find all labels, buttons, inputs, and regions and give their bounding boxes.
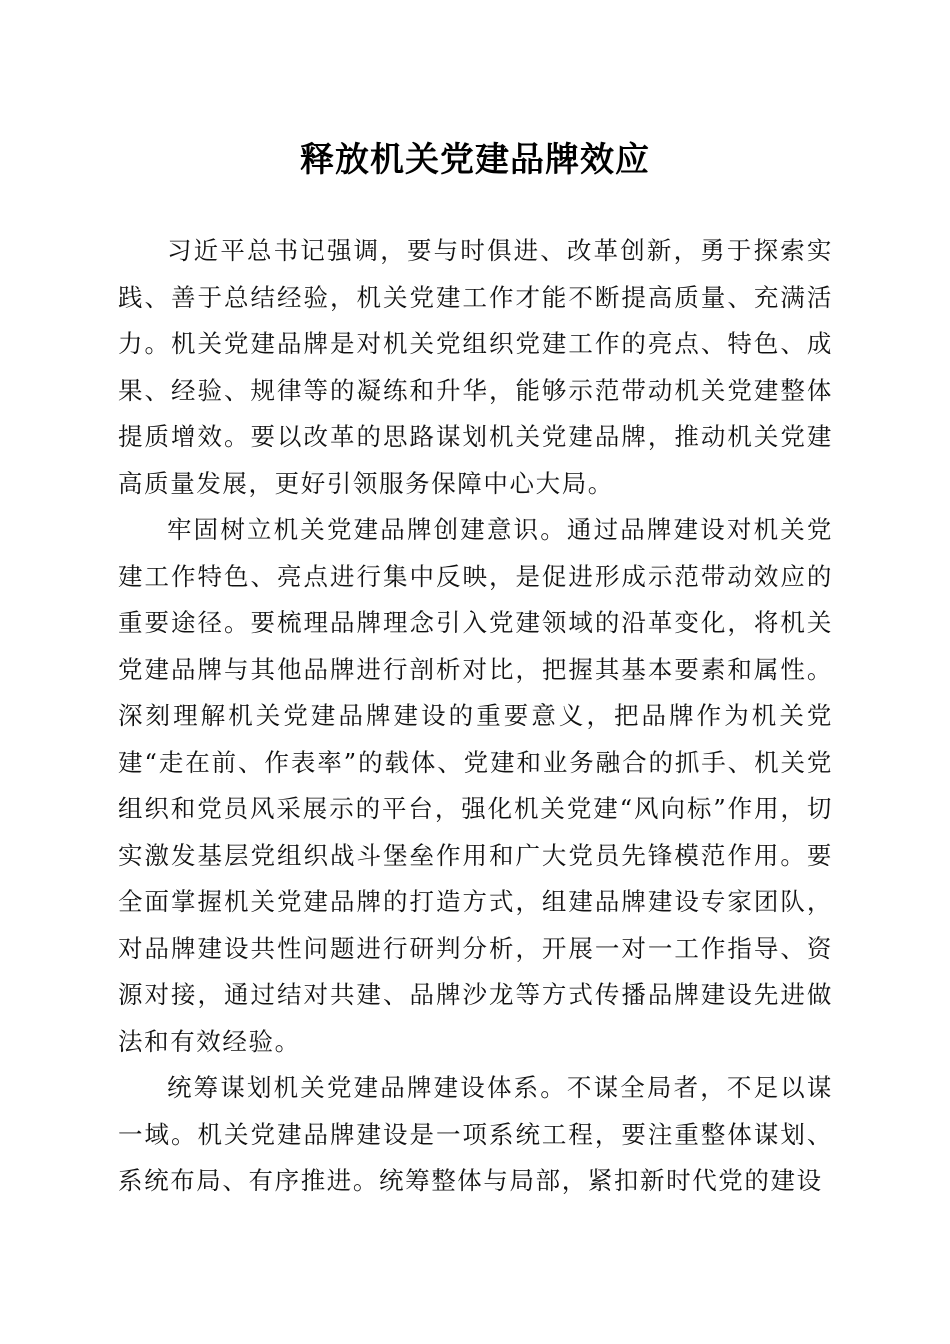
paragraph: 习近平总书记强调，要与时俱进、改革创新，勇于探索实践、善于总结经验，机关党建工作才能不断提高质量、充满活力。机关党建品牌是对机关党组织党建工作的亮点、特色、成果、经验、规律等的凝练和升华，能够示范带动机关党建整体提质增效。要以改革的思路谋划机关党建品牌，推动机关党建高质量发展，更好引领服务保障中心大局。	[118, 236, 833, 498]
document-body	[118, 228, 833, 1205]
paragraph: 统筹谋划机关党建品牌建设体系。不谋全局者，不足以谋一域。机关党建品牌建设是一项系统工程，要注重整体谋划、系统布局、有序推进。统筹整体与局部，紧扣新时代党的建设	[118, 1073, 833, 1195]
paragraph: 牢固树立机关党建品牌创建意识。通过品牌建设对机关党建工作特色、亮点进行集中反映，是促进形成示范带动效应的重要途径。要梳理品牌理念引入党建领域的沿革变化，将机关党建品牌与其他品牌进行剖析对比，把握其基本要素和属性。深刻理解机关党建品牌建设的重要意义，把品牌作为机关党建“走在前、作表率”的载体、党建和业务融合的抓手、机关党组织和党员风采展示的平台，强化机关党建“风向标”作用，切实激发基层党组织战斗堡垒作用和广大党员先锋模范作用。要全面掌握机关党建品牌的打造方式，组建品牌建设专家团队，对品牌建设共性问题进行研判分析，开展一对一工作指导、资源对接，通过结对共建、品牌沙龙等方式传播品牌建设先进做法和有效经验。	[118, 515, 833, 1056]
document-title: 释放机关党建品牌效应	[300, 140, 650, 180]
